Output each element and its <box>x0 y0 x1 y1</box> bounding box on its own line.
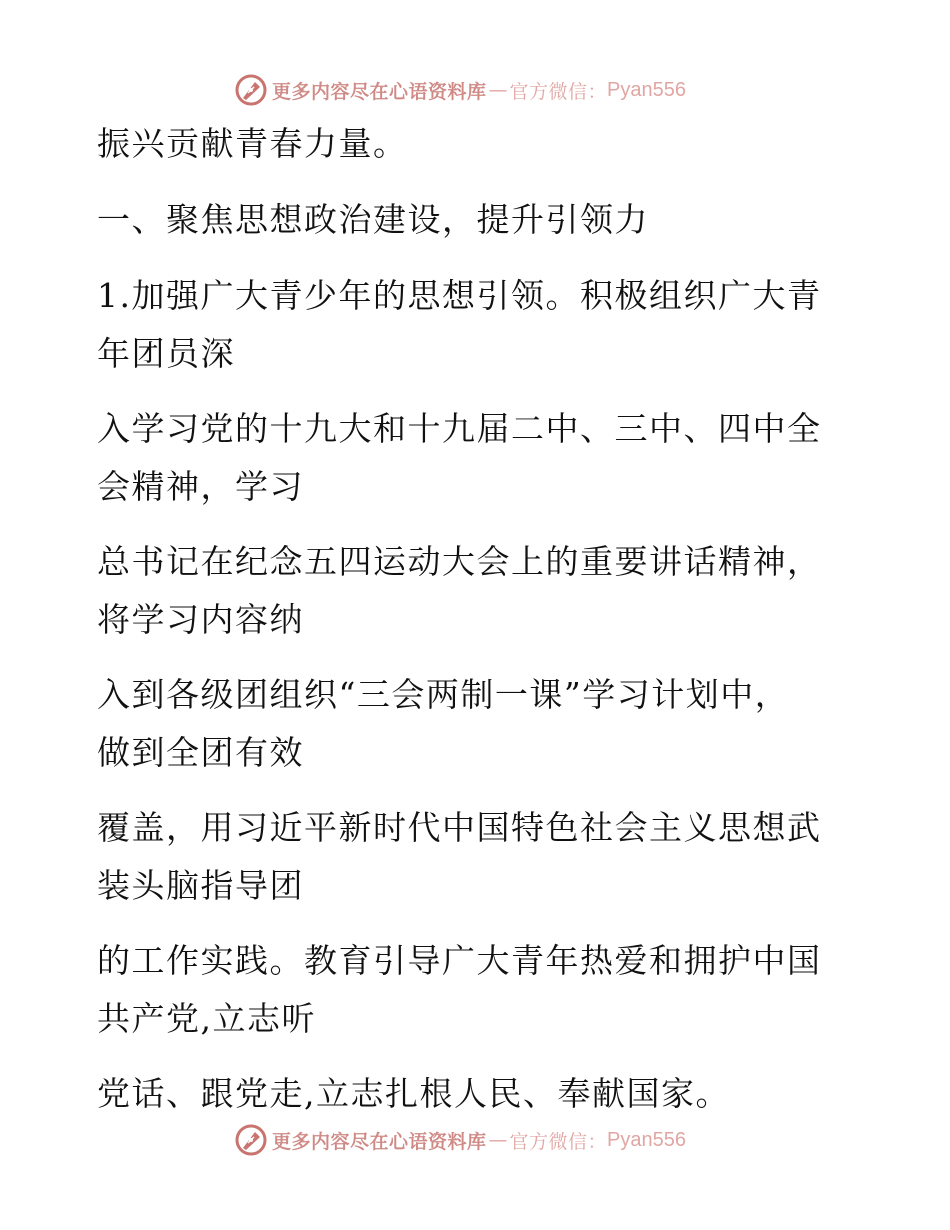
text-line: 振兴贡献青春力量。 <box>97 124 408 163</box>
watermark-label: 官方微信： <box>509 80 608 103</box>
text-line: 年团员深 <box>97 334 235 373</box>
watermark-label: 官方微信： <box>509 1130 608 1153</box>
footer-watermark <box>234 1122 754 1158</box>
text-line: 的工作实践。教育引导广大青年热爱和拥护中国 <box>97 941 822 980</box>
watermark-site-text: 更多内容尽在心语资料库 <box>272 1130 487 1153</box>
watermark-dash: — <box>488 1129 508 1151</box>
text-line: 一、聚焦思想政治建设，提升引领力 <box>97 200 649 239</box>
text-line: 入到各级团组织“三会两制一课”学习计划中， <box>97 675 790 714</box>
watermark-site-text: 更多内容尽在心语资料库 <box>272 80 487 103</box>
text-line: 1.加强广大青少年的思想引领。积极组织广大青 <box>97 276 822 315</box>
text-line: 会精神，学习 <box>97 467 304 506</box>
pen-nib-logo-icon <box>234 73 268 107</box>
header-watermark <box>234 72 754 108</box>
text-line: 做到全团有效 <box>97 733 304 772</box>
text-line: 覆盖，用习近平新时代中国特色社会主义思想武 <box>97 808 822 847</box>
watermark-account: Pyan556 <box>607 78 686 101</box>
text-line: 共产党,立志听 <box>97 999 316 1038</box>
text-line: 装头脑指导团 <box>97 866 304 905</box>
text-line: 将学习内容纳 <box>97 600 304 639</box>
text-line: 入学习党的十九大和十九届二中、三中、四中全 <box>97 409 822 448</box>
text-line: 党话、跟党走,立志扎根人民、奉献国家。 <box>97 1074 730 1113</box>
text-line: 总书记在纪念五四运动大会上的重要讲话精神， <box>97 542 822 581</box>
watermark-account: Pyan556 <box>607 1128 686 1151</box>
watermark-dash: — <box>488 79 508 101</box>
pen-nib-logo-icon <box>234 1123 268 1157</box>
